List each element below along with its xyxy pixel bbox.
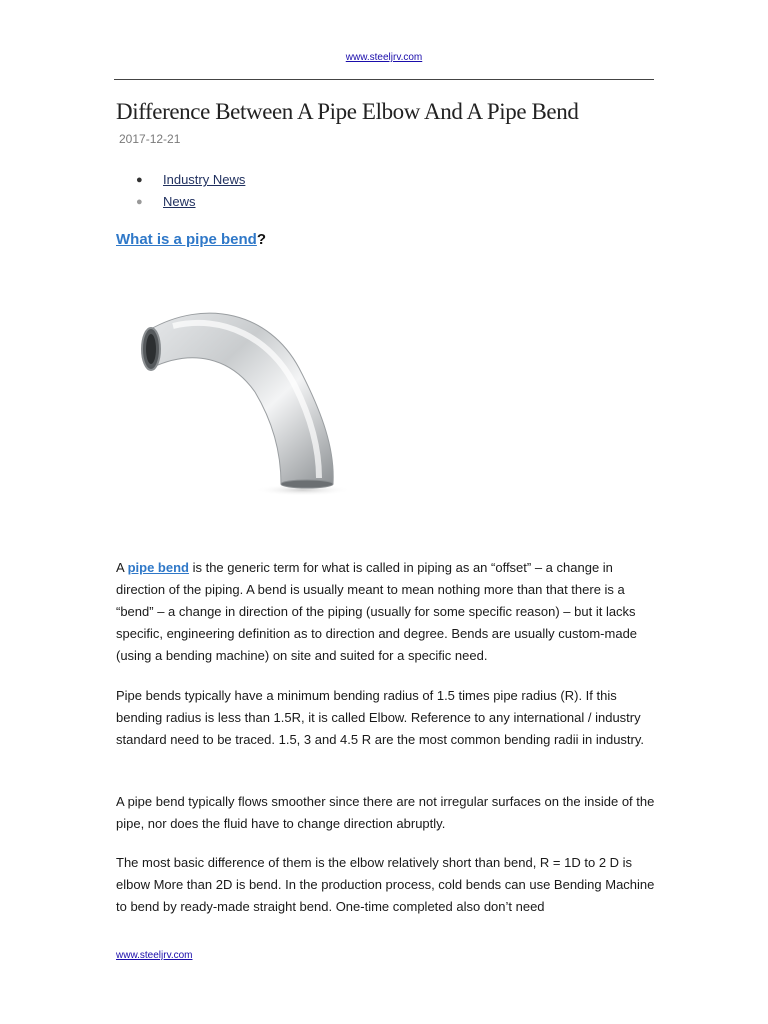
section-heading (116, 231, 266, 248)
header-divider (114, 79, 654, 80)
pipe-bend-image (113, 268, 375, 514)
heading-suffix: ? (256, 231, 267, 248)
list-item (136, 194, 245, 216)
paragraph-1-text: is the generic term for what is called in piping as an “offset” – a change in direction of the piping. A bend is usually meant to mean nothing more than that there is a “bend” – a change in direction of the piping (usually for some specific reason) – but it lacks specific, engineering definition as to direction and degree. Bends are usually custom-made (using a bending machine) on site and suited for a specific need. (116, 560, 638, 663)
header-site-link[interactable]: www.steeljrv.com (345, 52, 423, 63)
post-date: 2017-12-21 (119, 132, 181, 146)
category-link-news[interactable]: News (163, 194, 196, 209)
pipe-bend-heading-link[interactable]: What is a pipe bend (116, 231, 257, 248)
bullet-icon: ● (136, 174, 143, 186)
paragraph-4: The most basic difference of them is the elbow relatively short than bend, R = 1D to 2 D is elbow More than 2D is bend. In the production process, cold bends can use Bending Machine to bend by ready-made straight bend. One-time completed also don’t need (116, 855, 655, 914)
bullet-icon: ● (136, 196, 143, 208)
paragraph-2: Pipe bends typically have a minimum bending radius of 1.5 times pipe radius (R). If this bending radius is less than 1.5R, it is called Elbow. Reference to any international / industry standard need to be traced. 1.5, 3 and 4.5 R are the most common bending radii in industry. (116, 688, 645, 747)
paragraph-3: A pipe bend typically flows smoother since there are not irregular surfaces on the inside of the pipe, nor does the fluid have to change direction abruptly. (116, 794, 655, 831)
paragraph-1-prefix: A (116, 560, 128, 575)
category-link-industry-news[interactable]: Industry News (163, 172, 246, 187)
list-item (136, 172, 245, 194)
page-title: Difference Between A Pipe Elbow And A Pipe Bend (116, 99, 579, 124)
category-list (136, 172, 245, 216)
paragraph-1 (116, 557, 656, 667)
pipe-bend-link[interactable]: pipe bend (127, 560, 189, 575)
footer-site-link[interactable]: www.steeljrv.com (116, 950, 193, 961)
